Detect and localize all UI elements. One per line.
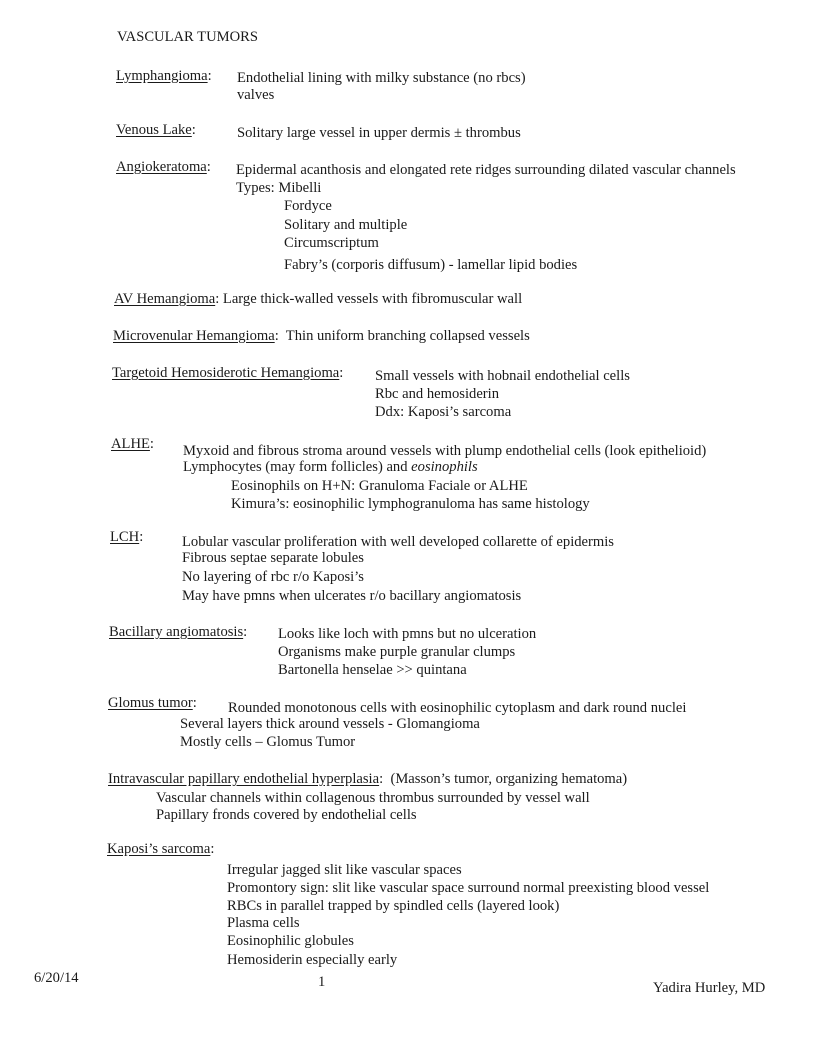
ipeh-line-3: Papillary fronds covered by endothelial cells — [156, 807, 417, 823]
alhe-line-3: Eosinophils on H+N: Granuloma Faciale or ALHE — [231, 478, 528, 494]
lymphangioma-line-2: valves — [237, 87, 275, 103]
kaposi-line: Eosinophilic globules — [227, 933, 354, 949]
bacillary-line: Organisms make purple granular clumps — [278, 644, 516, 660]
lch-line: Lobular vascular proliferation with well developed collarette of epidermis — [182, 534, 614, 550]
footer-author: Yadira Hurley, MD — [653, 980, 766, 996]
term-lch: LCH: — [110, 529, 144, 545]
term-bacillary-angiomatosis: Bacillary angiomatosis: — [109, 624, 248, 640]
angiokeratoma-type: Fabry’s (corporis diffusum) - lamellar lipid bodies — [284, 257, 578, 273]
glomus-line-3: Mostly cells – Glomus Tumor — [180, 734, 356, 750]
angiokeratoma-type: Solitary and multiple — [284, 217, 408, 233]
term-microvenular-hemangioma: Microvenular Hemangioma: Thin uniform branching collapsed vessels — [113, 328, 530, 344]
kaposi-line: Plasma cells — [227, 915, 300, 931]
targetoid-line: Rbc and hemosiderin — [375, 386, 500, 402]
lymphangioma-line-1: Endothelial lining with milky substance (no rbcs) — [237, 70, 526, 86]
term-ipeh: Intravascular papillary endothelial hyperplasia: (Masson’s tumor, organizing hematoma) — [108, 771, 628, 787]
alhe-line-1: Myxoid and fibrous stroma around vessels with plump endothelial cells (look epithelioid) — [183, 443, 707, 459]
kaposi-line: Hemosiderin especially early — [227, 952, 398, 968]
footer-date: 6/20/14 — [34, 970, 79, 986]
ipeh-line-2: Vascular channels within collagenous thrombus surrounded by vessel wall — [156, 790, 590, 806]
angiokeratoma-line-1: Epidermal acanthosis and elongated rete ridges surrounding dilated vascular channels — [236, 162, 736, 178]
bacillary-line: Bartonella henselae >> quintana — [278, 662, 467, 678]
angiokeratoma-types-label: Types: Mibelli — [236, 180, 322, 196]
term-lymphangioma: Lymphangioma: — [116, 68, 212, 84]
targetoid-line: Small vessels with hobnail endothelial cells — [375, 368, 630, 384]
term-av-hemangioma: AV Hemangioma: Large thick-walled vessels with fibromuscular wall — [114, 291, 523, 307]
bacillary-line: Looks like loch with pmns but no ulceration — [278, 626, 537, 642]
term-angiokeratoma: Angiokeratoma: — [116, 159, 211, 175]
kaposi-line: Irregular jagged slit like vascular spaces — [227, 862, 462, 878]
angiokeratoma-type: Fordyce — [284, 198, 332, 214]
term-targetoid-hemangioma: Targetoid Hemosiderotic Hemangioma: — [112, 365, 344, 381]
lch-line: May have pmns when ulcerates r/o bacillary angiomatosis — [182, 588, 522, 604]
glomus-line-1: Rounded monotonous cells with eosinophilic cytoplasm and dark round nuclei — [228, 700, 687, 716]
lch-line: No layering of rbc r/o Kaposi’s — [182, 569, 364, 585]
term-alhe: ALHE: — [111, 436, 154, 452]
footer-page-number: 1 — [318, 974, 326, 990]
term-kaposi-sarcoma: Kaposi’s sarcoma: — [107, 841, 215, 857]
lch-line: Fibrous septae separate lobules — [182, 550, 364, 566]
venous-lake-line-1: Solitary large vessel in upper dermis ± thrombus — [237, 125, 521, 141]
targetoid-line: Ddx: Kaposi’s sarcoma — [375, 404, 512, 420]
glomus-line-2: Several layers thick around vessels - Glomangioma — [180, 716, 480, 732]
kaposi-line: RBCs in parallel trapped by spindled cells (layered look) — [227, 898, 560, 914]
alhe-line-4: Kimura’s: eosinophilic lymphogranuloma has same histology — [231, 496, 590, 512]
angiokeratoma-type: Circumscriptum — [284, 235, 379, 251]
term-glomus-tumor: Glomus tumor: — [108, 695, 197, 711]
alhe-line-2: Lymphocytes (may form follicles) and eosinophils — [183, 459, 478, 475]
term-venous-lake: Venous Lake: — [116, 122, 196, 138]
kaposi-line: Promontory sign: slit like vascular space surround normal preexisting blood vessel — [227, 880, 710, 896]
page-title: VASCULAR TUMORS — [117, 29, 258, 45]
